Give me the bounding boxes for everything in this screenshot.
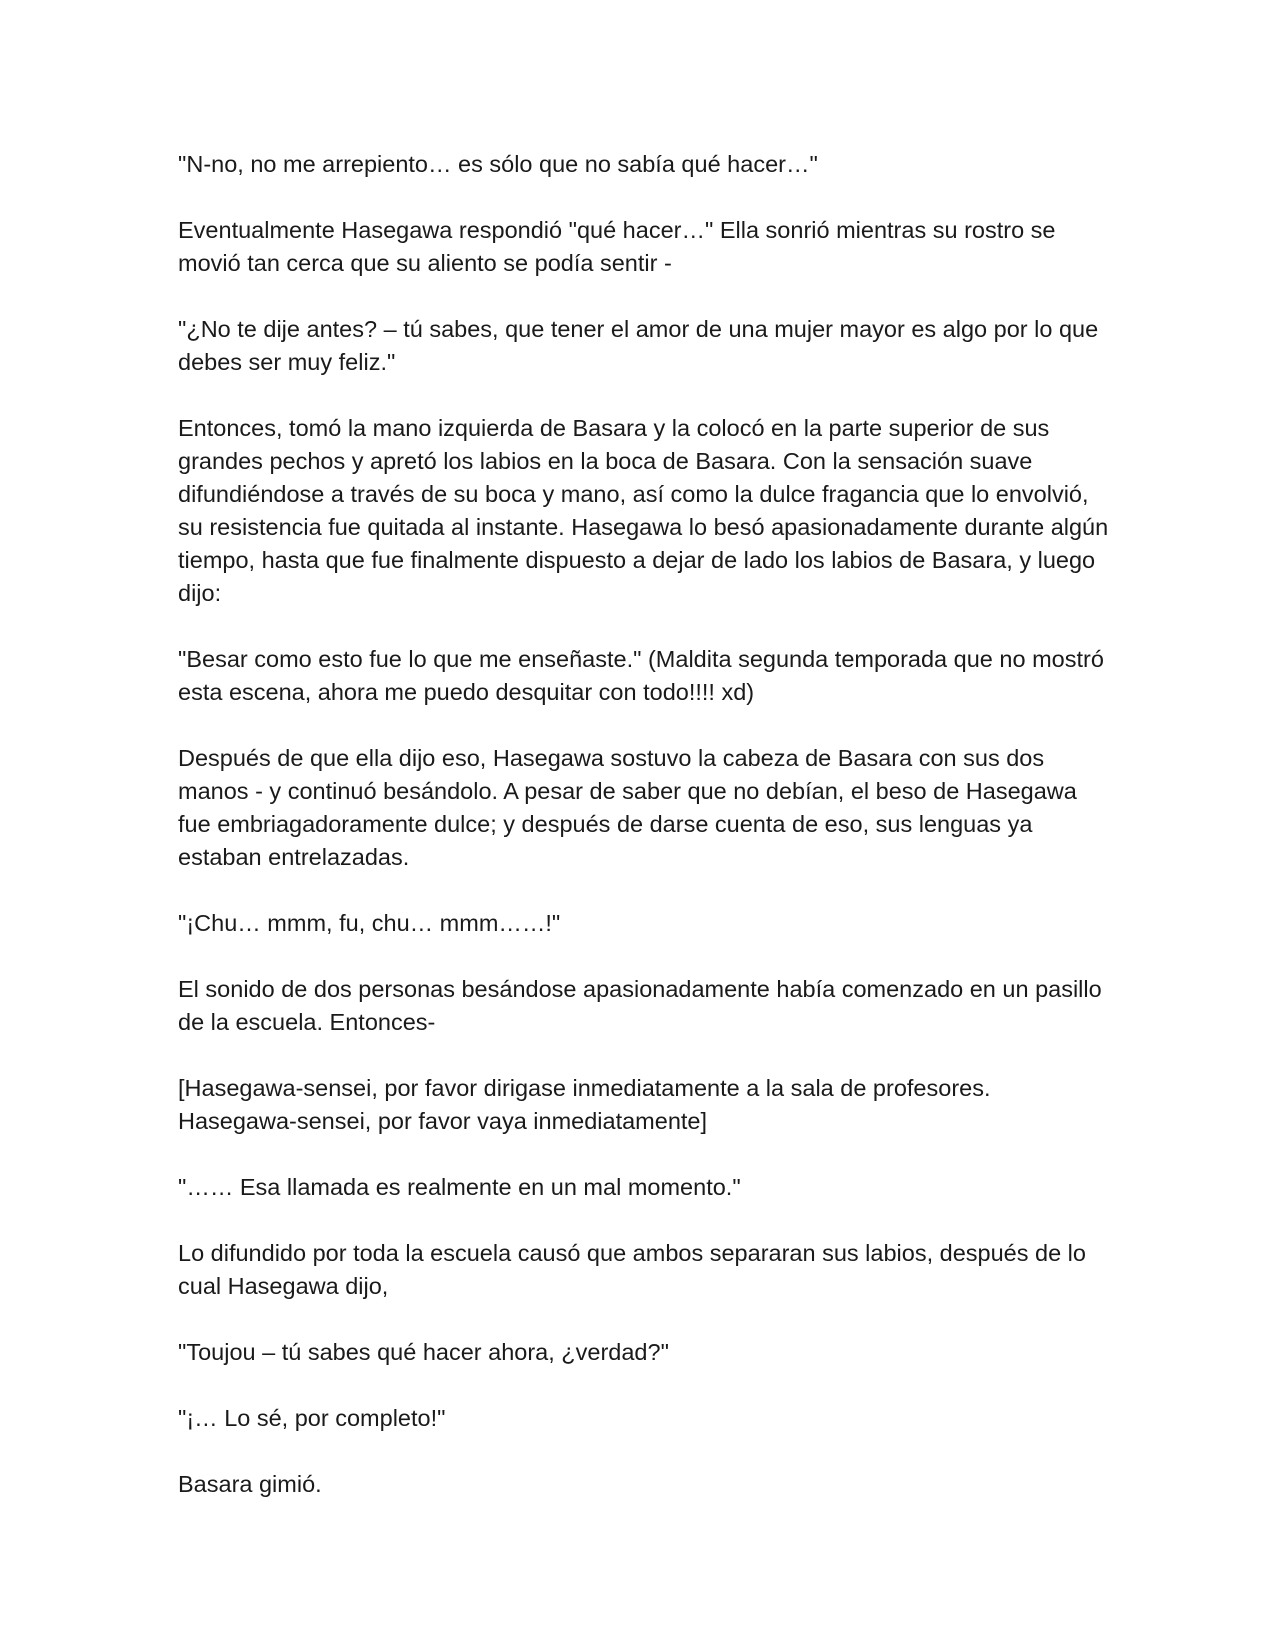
paragraph: Basara gimió. [178, 1471, 322, 1497]
paragraph: Eventualmente Hasegawa respondió "qué hacer…" Ella sonrió mientras su rostro se movió tan cerca que su aliento se podía sentir - [178, 217, 1056, 276]
paragraph: [Hasegawa-sensei, por favor dirigase inmediatamente a la sala de profesores. Hasegawa-sensei, por favor vaya inmediatamente] [178, 1075, 991, 1134]
paragraph: "¿No te dije antes? – tú sabes, que tener el amor de una mujer mayor es algo por lo que debes ser muy feliz." [178, 316, 1099, 375]
document-body [178, 148, 1113, 1534]
paragraph: "Toujou – tú sabes qué hacer ahora, ¿verdad?" [178, 1339, 669, 1365]
paragraph: Lo difundido por toda la escuela causó que ambos separaran sus labios, después de lo cual Hasegawa dijo, [178, 1240, 1086, 1299]
paragraph: Entonces, tomó la mano izquierda de Basara y la colocó en la parte superior de sus grandes pechos y apretó los labios en la boca de Basara. Con la sensación suave difundiéndose a través de su boca y mano, así como la dulce fragancia que lo envolvió, su resistencia fue quitada al instante. Hasegawa lo besó apasionadamente durante algún tiempo, hasta que fue finalmente dispuesto a dejar de lado los labios de Basara, y luego dijo: [178, 415, 1109, 606]
paragraph: "Besar como esto fue lo que me enseñaste." (Maldita segunda temporada que no mostró esta escena, ahora me puedo desquitar con todo!!!! xd) [178, 646, 1104, 705]
paragraph: "¡Chu… mmm, fu, chu… mmm……!" [178, 910, 561, 936]
paragraph: "¡… Lo sé, por completo!" [178, 1405, 446, 1431]
paragraph: Después de que ella dijo eso, Hasegawa sostuvo la cabeza de Basara con sus dos manos - y continuó besándolo. A pesar de saber que no debían, el beso de Hasegawa fue embriagadoramente dulce; y después de darse cuenta de eso, sus lenguas ya estaban entrelazadas. [178, 745, 1077, 870]
paragraph: El sonido de dos personas besándose apasionadamente había comenzado en un pasillo de la escuela. Entonces- [178, 976, 1102, 1035]
paragraph: "…… Esa llamada es realmente en un mal momento." [178, 1174, 741, 1200]
paragraph: "N-no, no me arrepiento… es sólo que no sabía qué hacer…" [178, 151, 818, 177]
